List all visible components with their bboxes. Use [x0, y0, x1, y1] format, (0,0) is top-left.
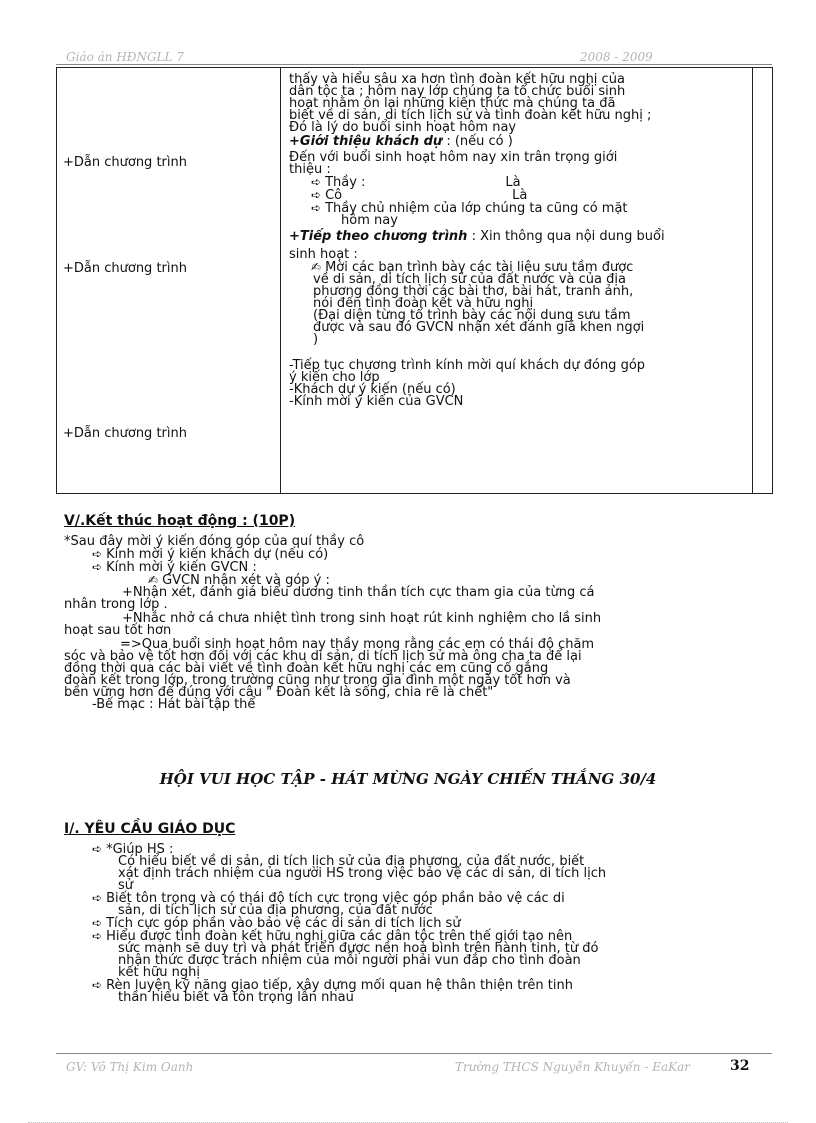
- page-number: 32: [730, 1058, 750, 1074]
- bullet-text: Kính mời ý kiến khách dự (nếu có): [106, 547, 329, 562]
- text-line: sản, di tích lịch sử của địa phương, của đất nước: [118, 903, 433, 918]
- right-arrow-icon: ➪: [92, 842, 103, 856]
- right-arrow-icon: ➪: [311, 201, 322, 215]
- text-line: nhân trong lớp .: [64, 597, 168, 612]
- right-arrow-icon: ➪: [92, 978, 103, 992]
- text-line: (Đại diện từng tổ trình bày các nội dung sưu tầm: [313, 308, 631, 323]
- text-line: hoạt sau tốt hơn: [64, 623, 172, 638]
- invite-presentation-text: Mời các bạn trình bày các tài liệu sưu tầm được: [325, 260, 634, 275]
- text-line: -Khách dự ý kiến (nếu có): [289, 382, 456, 397]
- text-line: +Nhắc nhở cá chưa nhiệt tình trong sinh hoạt rút kinh nghiệm cho lầ sinh: [122, 611, 602, 626]
- bullet-text: Tích cực góp phần vào bảo vệ các di sản di tích lịch sử: [106, 916, 461, 931]
- text-line: =>Qua buổi sinh hoạt hôm nay thầy mong rằng các em có thái độ chăm: [120, 637, 595, 652]
- text-line: xát định trách nhiệm của người HS trong việc bảo vệ các di sản, di tích lịch: [118, 866, 607, 881]
- text-line: đồng thời qua các bài viết về tình đoàn kết hữu nghị các em cũng cố gắng: [64, 661, 549, 676]
- bullet-text: Hiểu được tình đoàn kết hữu nghị giữa các dân tộc trên thế giới tạo nên: [106, 929, 573, 944]
- pen-icon: ✍: [148, 573, 159, 587]
- text-line: bền vững hơn để đúng với câu " Đoàn kết là sống, chia rẽ là chết": [64, 685, 494, 700]
- homeroom-teacher: Thầy chủ nhiệm của lớp chúng ta cũng có mặt: [325, 201, 628, 216]
- footer-rule: [56, 1053, 772, 1054]
- text-line: về di sản, di tích lịch sử của đất nước và của địa: [313, 272, 626, 287]
- text-line: sức mạnh sẽ duy trì và phát triển được nền hoà bình trên hành tinh, từ đó: [118, 941, 599, 956]
- text-line: được và sau đó GVCN nhận xét đánh giá khen ngợi: [313, 320, 645, 335]
- content-column: [281, 68, 753, 494]
- text-line: sinh hoạt :: [289, 247, 358, 262]
- text-line: hôm nay: [341, 213, 398, 228]
- section-heading: V/.Kết thúc hoạt động : (10P): [64, 513, 296, 529]
- guest-teacher-female: Cô: [325, 188, 343, 203]
- text-line: +Nhận xét, đánh giá biểu dương tinh thần tích cực tham gia của từng cá: [122, 585, 595, 600]
- label-column: [57, 68, 281, 494]
- text-line: -Kính mời ý kiến của GVCN: [289, 394, 464, 409]
- header-rule: [56, 64, 772, 65]
- intro-guests-heading: +Giới thiệu khách dự: [289, 134, 443, 149]
- footer-left: GV: Võ Thị Kim Oanh: [66, 1060, 194, 1074]
- text-line: nhận thức được trách nhiệm của mỗi người phải vun đắp cho tình đoàn: [118, 953, 581, 968]
- next-program-text: : Xin thông qua nội dung buổi: [467, 229, 665, 244]
- label-mc-2: +Dẫn chương trình: [63, 261, 187, 276]
- text-line: nói đến tình đoàn kết và hữu nghị: [313, 296, 534, 311]
- pen-icon: ✍: [311, 260, 322, 274]
- header-right: 2008 - 2009: [580, 50, 653, 64]
- guest-teacher: Thầy :: [325, 175, 366, 190]
- section-i: [64, 823, 754, 1004]
- right-arrow-icon: ➪: [311, 175, 322, 189]
- text-line: sử: [118, 878, 134, 893]
- text-line: Có hiểu biết về di sản, di tích lịch sử của địa phương, của đất nước, biết: [118, 854, 585, 869]
- text-line: đoàn kết trong lớp, trong trường cũng như trong gia đình một ngày tốt hơn và: [64, 673, 571, 688]
- label-mc-1: +Dẫn chương trình: [63, 155, 187, 170]
- text-line: thấy và hiểu sâu xa hơn tình đoàn kết hữu nghị của: [289, 72, 625, 87]
- text-line: *Sau đây mời ý kiến đóng góp của quí thầy cô: [64, 534, 365, 549]
- right-arrow-icon: ➪: [92, 891, 103, 905]
- text-line: hoạt nhằm ôn lại những kiến thức mà chúng ta đã: [289, 96, 616, 111]
- bullet-text: *Giúp HS :: [106, 842, 174, 857]
- label-mc-3: +Dẫn chương trình: [63, 426, 187, 441]
- right-arrow-icon: ➪: [92, 547, 103, 561]
- text-line: biết về di sản, di tích lịch sử và tình đoàn kết hữu nghị ;: [289, 108, 652, 123]
- text-line: Đó là lý do buổi sinh hoạt hôm nay: [289, 120, 517, 135]
- guest-role: Là: [512, 188, 528, 203]
- bullet-text: Rèn luyện kỹ năng giao tiếp, xây dựng mối quan hệ thân thiện trên tinh: [106, 978, 573, 993]
- text-line: -Bế mạc : Hát bài tập thể: [92, 697, 256, 712]
- right-arrow-icon: ➪: [311, 188, 322, 202]
- bullet-text: Kính mời ý kiến GVCN :: [106, 560, 257, 575]
- intro-guests: [289, 136, 746, 148]
- guest-role: Là: [505, 175, 521, 190]
- bullet-text: Biết tôn trọng và có thái độ tích cực trong việc góp phần bảo vệ các di: [106, 891, 565, 906]
- header-left: Giáo án HĐNGLL 7: [66, 50, 184, 64]
- right-arrow-icon: ➪: [92, 916, 103, 930]
- text-line: ): [313, 332, 319, 347]
- text-line: -Tiếp tục chương trình kính mời quí khách dự đóng góp: [289, 358, 646, 373]
- intro-guests-note: : (nếu có ): [442, 134, 513, 149]
- footer-right: Trường THCS Nguyễn Khuyến - EaKar: [455, 1060, 690, 1074]
- text-line: dân tộc ta ; hôm nay lớp chúng ta tổ chức buổi sinh: [289, 84, 626, 99]
- text-line: Đến với buổi sinh hoạt hôm nay xin trân trọng giới: [289, 150, 618, 165]
- text-line: phương đồng thời các bài thơ, bài hát, tranh ảnh,: [313, 284, 634, 299]
- right-arrow-icon: ➪: [92, 560, 103, 574]
- text-line: ý kiến cho lớp: [289, 370, 380, 385]
- text-line: thần hiểu biết và tôn trọng lẫn nhau: [118, 990, 354, 1005]
- activity-table: [56, 67, 773, 494]
- next-program: [289, 231, 746, 243]
- section-heading: I/. YÊU CẦU GIÁO DỤC: [64, 821, 236, 837]
- empty-column: [753, 68, 773, 494]
- text-line: thiệu :: [289, 162, 331, 177]
- section-v: [64, 515, 754, 711]
- text-line: sóc và bảo vệ tốt hơn đối với các khu di sản, di tích lịch sử mà ông cha ta để lại: [64, 649, 582, 664]
- document-title: HỘI VUI HỌC TẬP - HÁT MỪNG NGÀY CHIẾN THẮNG 30/4: [159, 770, 657, 788]
- next-program-heading: +Tiếp theo chương trình: [289, 229, 468, 244]
- text-line: kết hữu nghị: [118, 965, 200, 980]
- bullet-text: GVCN nhận xét và góp ý :: [162, 573, 330, 588]
- right-arrow-icon: ➪: [92, 929, 103, 943]
